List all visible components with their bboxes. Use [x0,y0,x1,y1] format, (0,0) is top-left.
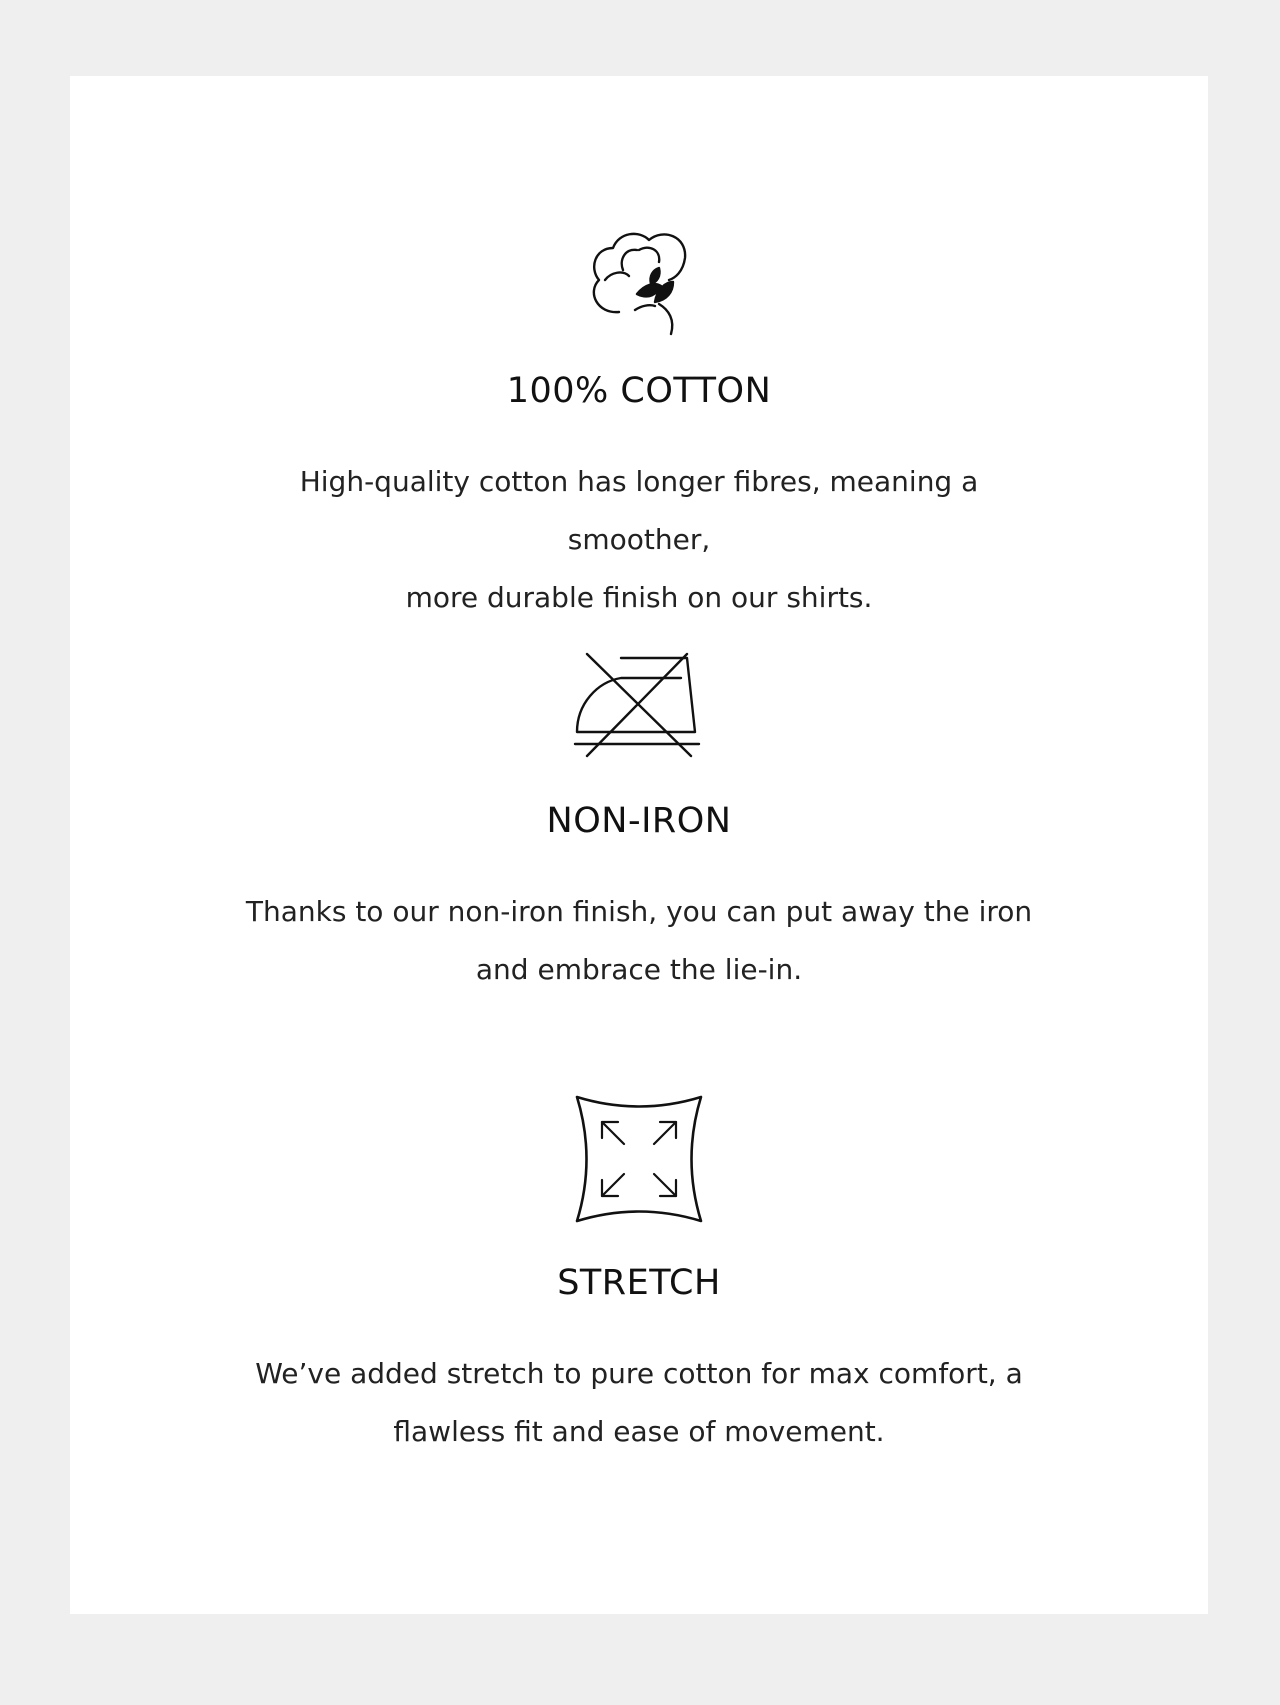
feature-description-line: more durable finish on our shirts. [405,581,873,614]
feature-title: STRETCH [557,1263,721,1303]
stretch-icon [70,1094,1208,1224]
features-card [70,76,1208,1614]
feature-description-line: We’ve added stretch to pure cotton for max comfort, a [255,1357,1023,1390]
feature-cotton [70,224,1208,627]
feature-description-line: and embrace the lie-in. [475,953,803,986]
feature-description-line: High-quality cotton has longer fibres, meaning a smoother, [299,465,979,556]
cotton-flower-icon [70,224,1208,336]
feature-description [229,1345,1049,1461]
no-iron-icon [70,650,1208,760]
feature-description [229,883,1049,999]
feature-non-iron [70,650,1208,999]
feature-title: NON-IRON [546,801,732,841]
feature-title: 100% COTTON [506,371,772,411]
feature-description-line: Thanks to our non-iron finish, you can put away the iron [245,895,1033,928]
feature-description [229,453,1049,627]
feature-description-line: flawless fit and ease of movement. [393,1415,885,1448]
feature-stretch [70,1094,1208,1461]
